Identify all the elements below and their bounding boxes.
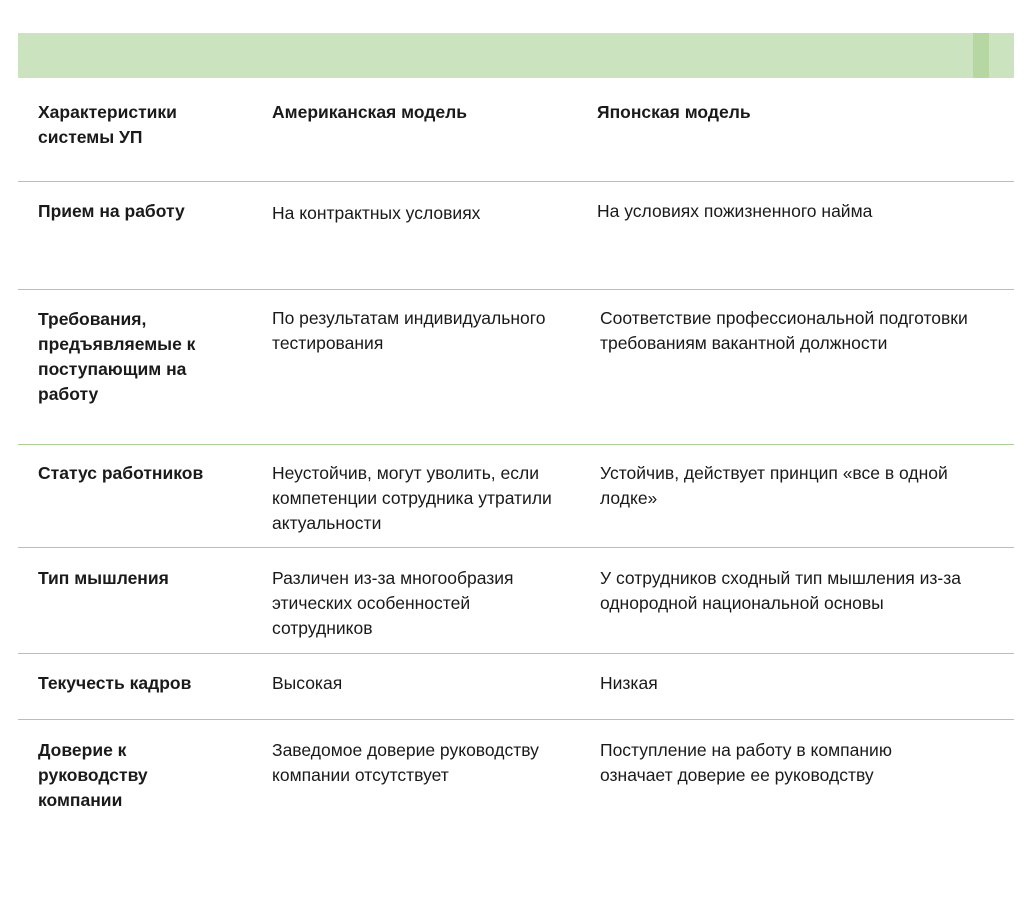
row-american: По результатам индивидуального тестирования <box>272 308 546 353</box>
table-row <box>18 548 1014 654</box>
header-japanese-model: Японская модель <box>597 102 751 122</box>
table-row <box>18 182 1014 290</box>
comparison-table <box>18 78 1014 830</box>
row-characteristic: Доверие к руководству компании <box>38 740 148 810</box>
table-row <box>18 290 1014 445</box>
header-characteristics: Характеристики системы УП <box>38 102 177 147</box>
header-bar-accent <box>973 33 989 78</box>
table-header-bar <box>18 33 1014 78</box>
row-american: Заведомое доверие руководству компании отсутствует <box>272 740 539 785</box>
row-american: Неустойчив, могут уволить, если компетенции сотрудника утратили актуальности <box>272 463 552 533</box>
row-japanese: У сотрудников сходный тип мышления из-за однородной национальной основы <box>600 568 962 613</box>
row-characteristic: Требования, предъявляемые к поступающим на работу <box>38 309 196 404</box>
row-american: На контрактных условиях <box>272 203 481 223</box>
row-characteristic: Статус работников <box>38 463 204 483</box>
table-header-row <box>18 78 1014 182</box>
row-characteristic: Тип мышления <box>38 568 169 588</box>
table-row <box>18 445 1014 548</box>
row-characteristic: Текучесть кадров <box>38 673 192 693</box>
row-japanese: На условиях пожизненного найма <box>597 201 873 221</box>
header-american-model: Американская модель <box>272 102 468 122</box>
table-row <box>18 720 1014 830</box>
row-american: Различен из-за многообразия этических особенностей сотрудников <box>272 568 514 638</box>
table-row <box>18 654 1014 720</box>
row-japanese: Низкая <box>600 673 658 693</box>
row-japanese: Соответствие профессиональной подготовки требованиям вакантной должности <box>600 308 968 353</box>
row-american: Высокая <box>272 673 343 693</box>
row-japanese: Поступление на работу в компанию означает доверие ее руководству <box>600 740 892 785</box>
row-japanese: Устойчив, действует принцип «все в одной лодке» <box>600 463 948 508</box>
row-characteristic: Прием на работу <box>38 201 185 221</box>
